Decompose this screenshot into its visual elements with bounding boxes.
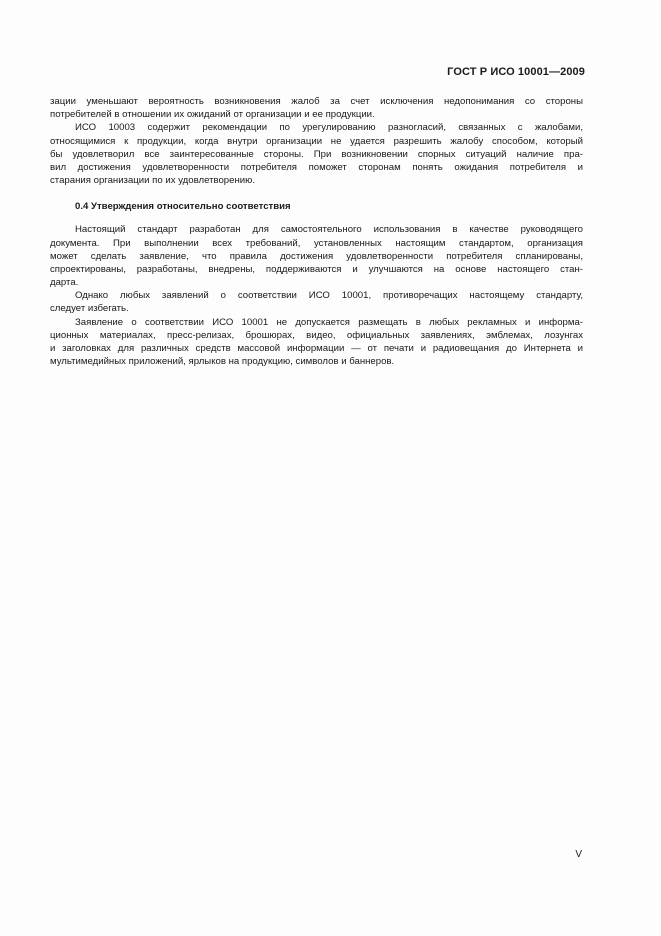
text-line: спроектированы, разработаны, внедрены, поддерживаются и улучшаются на основе настоящего стан-	[50, 263, 583, 275]
text-line: мультимедийных приложений, ярлыков на продукцию, символов и баннеров.	[50, 356, 395, 368]
paragraph-statement	[50, 316, 583, 369]
text-line: старания организации по их удовлетворению.	[50, 175, 255, 187]
text-line: Заявление о соответствии ИСО 10001 не допускается размещать в любых рекламных и информа-	[75, 316, 583, 328]
text-line: и заголовках для различных средств массовой информации — от печати и радиовещания до Интернета и	[50, 343, 583, 354]
standard-header: ГОСТ Р ИСО 10001—2009	[447, 66, 585, 78]
text-line: относящимися к продукции, когда внутри организации не удается разрешить жалобу способом, который	[50, 135, 583, 147]
text-line: ционных материалах, пресс-релизах, брошюрах, видео, официальных заявлениях, эмблемах, лозунгах	[50, 329, 583, 341]
text-line: ИСО 10003 содержит рекомендации по урегулированию разногласий, связанных с жалобами,	[75, 122, 583, 134]
section-heading: 0.4 Утверждения относительно соответствия	[75, 201, 291, 213]
text-line: зации уменьшают вероятность возникновения жалоб за счет исключения недопонимания со стороны	[50, 96, 583, 107]
text-line: может сделать заявление, что правила достижения удовлетворенности потребителя спланированы,	[50, 250, 583, 262]
text-line: Настоящий стандарт разработан для самостоятельного использования в качестве руководящего	[75, 224, 583, 236]
paragraph-intro	[50, 95, 583, 121]
paragraph-standard-usage	[50, 223, 583, 289]
text-line: дарта.	[50, 277, 79, 289]
text-line: Однако любых заявлений о соответствии ИСО 10001, противоречащих настоящему стандарту,	[75, 290, 583, 302]
paragraph-claims	[50, 289, 583, 315]
text-line: бы удовлетворил все заинтересованные стороны. При возникновении спорных ситуаций наличие пра-	[50, 148, 583, 160]
text-line: вил достижения удовлетворенности потребителя поможет сторонам понять ожидания потребителя и	[50, 161, 583, 173]
text-line: следует избегать.	[50, 303, 129, 315]
paragraph-iso10003	[50, 121, 583, 187]
text-line: документа. При выполнении всех требований, установленных настоящим стандартом, организация	[50, 237, 583, 249]
document-body	[50, 95, 583, 368]
page-number: V	[575, 849, 582, 860]
text-line: потребителей в отношении их ожиданий от организации и ее продукции.	[50, 109, 375, 121]
